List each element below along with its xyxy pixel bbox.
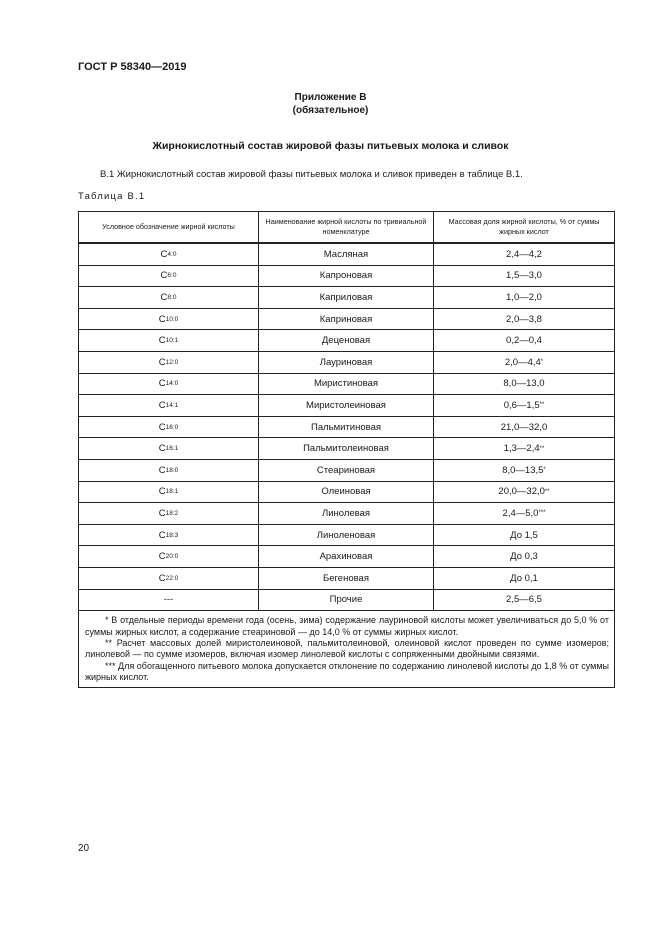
mass-fraction-value: 8,0—13,5: [502, 464, 544, 476]
table-row: [79, 287, 614, 309]
mass-fraction-value: 0,6—1,5: [503, 399, 540, 411]
mass-fraction-value: 1,3—2,4: [503, 443, 540, 455]
footnote-mark: **: [539, 402, 545, 409]
acid-symbol-cell: [79, 525, 259, 546]
table-note: * В отдельные периоды времени года (осень, зима) содержание лауриновой кислоты может увеличиваться до 5,0 % от суммы жирных кислот, а содержание стеариновой — до 14,0 % от суммы жирных кислот.: [85, 615, 609, 637]
mass-fraction-cell: [434, 417, 614, 438]
mass-fraction-cell: [434, 568, 614, 589]
table-row: [79, 395, 614, 417]
mass-fraction-cell: [434, 374, 614, 395]
mass-fraction-cell: [434, 482, 614, 503]
table-note: ** Расчет массовых долей миристолеиновой, пальмитолеиновой, олеиновой кислот проведен по сумме изомеров; линолевой — по сумме изомеров, включая изомер линолевой кислоты с сопряженными двойными связями.: [85, 637, 609, 660]
footnote-mark: ***: [538, 510, 546, 517]
acid-carbon-index: 10:1: [165, 337, 179, 345]
column-header-fraction: Массовая доля жирной кислоты, % от суммы жирных кислот: [448, 217, 600, 236]
table-row: [79, 352, 614, 374]
table-header-row: [79, 212, 614, 244]
acid-name-cell: Линолевая: [259, 503, 434, 524]
table-row: [79, 438, 614, 460]
acid-symbol: C: [158, 529, 166, 541]
acid-symbol-cell: [79, 374, 259, 395]
acid-name-cell: Пальмитолеиновая: [259, 438, 434, 459]
mass-fraction-cell: [434, 460, 614, 481]
mass-fraction-value: До 0,1: [510, 572, 538, 584]
acid-symbol: C: [158, 551, 166, 563]
table-notes: [79, 611, 614, 686]
acid-name-cell: Прочие: [259, 590, 434, 611]
acid-symbol: C: [160, 248, 168, 260]
acid-name-cell: Деценовая: [259, 330, 434, 351]
acid-symbol: C: [158, 464, 166, 476]
acid-symbol: C: [158, 399, 166, 411]
appendix-title: [0, 91, 661, 117]
table-row: [79, 503, 614, 525]
mass-fraction-value: 20,0—32,0: [498, 486, 545, 498]
acid-symbol: C: [158, 378, 166, 390]
acid-carbon-index: 6:0: [167, 272, 177, 280]
acid-symbol-cell: [79, 546, 259, 567]
acid-symbol-cell: [79, 568, 259, 589]
mass-fraction-cell: [434, 590, 614, 611]
acid-symbol: C: [158, 313, 166, 325]
footnote-mark: **: [539, 445, 545, 452]
acid-carbon-index: 4:0: [167, 250, 177, 258]
acid-symbol: C: [158, 421, 166, 433]
acid-name-cell: Масляная: [259, 244, 434, 265]
mass-fraction-value: 2,0—4,4: [504, 356, 541, 368]
standard-code: ГОСТ Р 58340—2019: [78, 61, 187, 73]
mass-fraction-value: 2,4—5,0: [502, 507, 539, 519]
acid-name-cell: Стеариновая: [259, 460, 434, 481]
acid-carbon-index: 16:0: [165, 423, 179, 431]
acid-name-cell: Лауриновая: [259, 352, 434, 373]
acid-symbol-cell: [79, 460, 259, 481]
footnote-mark: *: [543, 467, 546, 474]
mass-fraction-value: 21,0—32,0: [500, 421, 548, 433]
table-note: *** Для обогащенного питьевого молока допускается отклонение по содержанию линолевой кислоты до 1,8 % от суммы жирных кислот.: [85, 660, 609, 683]
column-header-name: Наименование жирной кислоты по тривиальной номенклатуре: [259, 212, 434, 242]
table-row: [79, 244, 614, 266]
acid-symbol: C: [158, 486, 166, 498]
document-heading: Жирнокислотный состав жировой фазы питьевых молока и сливок: [152, 140, 509, 152]
acid-name-cell: Бегеновая: [259, 568, 434, 589]
table-row: [79, 460, 614, 482]
mass-fraction-value: 0,2—0,4: [506, 335, 542, 347]
acid-symbol: C: [160, 291, 168, 303]
acid-symbol: C: [158, 335, 166, 347]
table-row: [79, 590, 614, 612]
acid-name-cell: Олеиновая: [259, 482, 434, 503]
acid-carbon-index: 12:0: [165, 358, 179, 366]
acid-symbol: ---: [163, 594, 174, 606]
acid-symbol-cell: [79, 590, 259, 611]
acid-symbol-cell: [79, 395, 259, 416]
appendix-status: (обязательное): [292, 105, 369, 116]
acid-name-cell: Каприновая: [259, 309, 434, 330]
acid-carbon-index: 18:1: [165, 488, 179, 496]
mass-fraction-cell: [434, 395, 614, 416]
mass-fraction-value: До 1,5: [510, 529, 538, 541]
acid-carbon-index: 18:2: [165, 509, 179, 517]
fatty-acid-table: [78, 211, 615, 688]
acid-symbol-cell: [79, 330, 259, 351]
acid-symbol: C: [158, 356, 166, 368]
mass-fraction-cell: [434, 309, 614, 330]
acid-name-cell: Миристолеиновая: [259, 395, 434, 416]
mass-fraction-cell: [434, 352, 614, 373]
table-row: [79, 525, 614, 547]
acid-symbol: C: [158, 572, 166, 584]
acid-symbol: C: [158, 507, 166, 519]
table-row: [79, 417, 614, 439]
acid-symbol: C: [160, 270, 168, 282]
table-caption: Таблица В.1: [78, 191, 146, 202]
acid-name-cell: Пальмитиновая: [259, 417, 434, 438]
mass-fraction-cell: [434, 525, 614, 546]
mass-fraction-cell: [434, 266, 614, 287]
acid-carbon-index: 14:0: [165, 380, 179, 388]
acid-symbol-cell: [79, 352, 259, 373]
acid-name-cell: Капроновая: [259, 266, 434, 287]
mass-fraction-cell: [434, 244, 614, 265]
footnote-mark: **: [544, 488, 550, 495]
acid-symbol-cell: [79, 266, 259, 287]
acid-name-cell: Арахиновая: [259, 546, 434, 567]
intro-paragraph: В.1 Жирнокислотный состав жировой фазы питьевых молока и сливок приведен в таблице В.1.: [100, 169, 523, 180]
page-number: 20: [78, 843, 90, 854]
appendix-label: Приложение В: [294, 92, 367, 103]
acid-carbon-index: 18:0: [165, 466, 179, 474]
mass-fraction-value: 2,4—4,2: [506, 248, 542, 260]
acid-name-cell: Каприловая: [259, 287, 434, 308]
table-row: [79, 330, 614, 352]
acid-carbon-index: 20:0: [165, 553, 179, 561]
acid-carbon-index: 14:1: [165, 401, 179, 409]
table-row: [79, 266, 614, 288]
acid-name-cell: Миристиновая: [259, 374, 434, 395]
mass-fraction-cell: [434, 503, 614, 524]
mass-fraction-cell: [434, 330, 614, 351]
acid-symbol-cell: [79, 287, 259, 308]
acid-symbol-cell: [79, 482, 259, 503]
acid-symbol-cell: [79, 503, 259, 524]
footnote-mark: *: [540, 359, 544, 366]
acid-carbon-index: 10:0: [165, 315, 179, 323]
table-row: [79, 374, 614, 396]
mass-fraction-value: До 0,3: [510, 551, 538, 563]
mass-fraction-cell: [434, 438, 614, 459]
acid-symbol-cell: [79, 417, 259, 438]
table-body: [79, 244, 614, 611]
acid-carbon-index: 18:3: [165, 531, 179, 539]
acid-symbol: C: [158, 443, 166, 455]
acid-symbol-cell: [79, 244, 259, 265]
mass-fraction-cell: [434, 546, 614, 567]
mass-fraction-value: 2,0—3,8: [506, 313, 542, 325]
table-row: [79, 309, 614, 331]
mass-fraction-value: 1,5—3,0: [506, 270, 542, 282]
mass-fraction-value: 2,5—6,5: [506, 594, 542, 606]
acid-symbol-cell: [79, 309, 259, 330]
column-header-symbol: Условное обозначение жирной кислоты: [79, 212, 259, 242]
mass-fraction-value: 1,0—2,0: [506, 291, 542, 303]
acid-symbol-cell: [79, 438, 259, 459]
mass-fraction-cell: [434, 287, 614, 308]
acid-carbon-index: 8:0: [167, 293, 177, 301]
table-row: [79, 568, 614, 590]
table-row: [79, 546, 614, 568]
acid-carbon-index: 16:1: [165, 445, 179, 453]
acid-name-cell: Линоленовая: [259, 525, 434, 546]
acid-carbon-index: 22:0: [165, 574, 179, 582]
table-row: [79, 482, 614, 504]
mass-fraction-value: 8,0—13,0: [503, 378, 545, 390]
